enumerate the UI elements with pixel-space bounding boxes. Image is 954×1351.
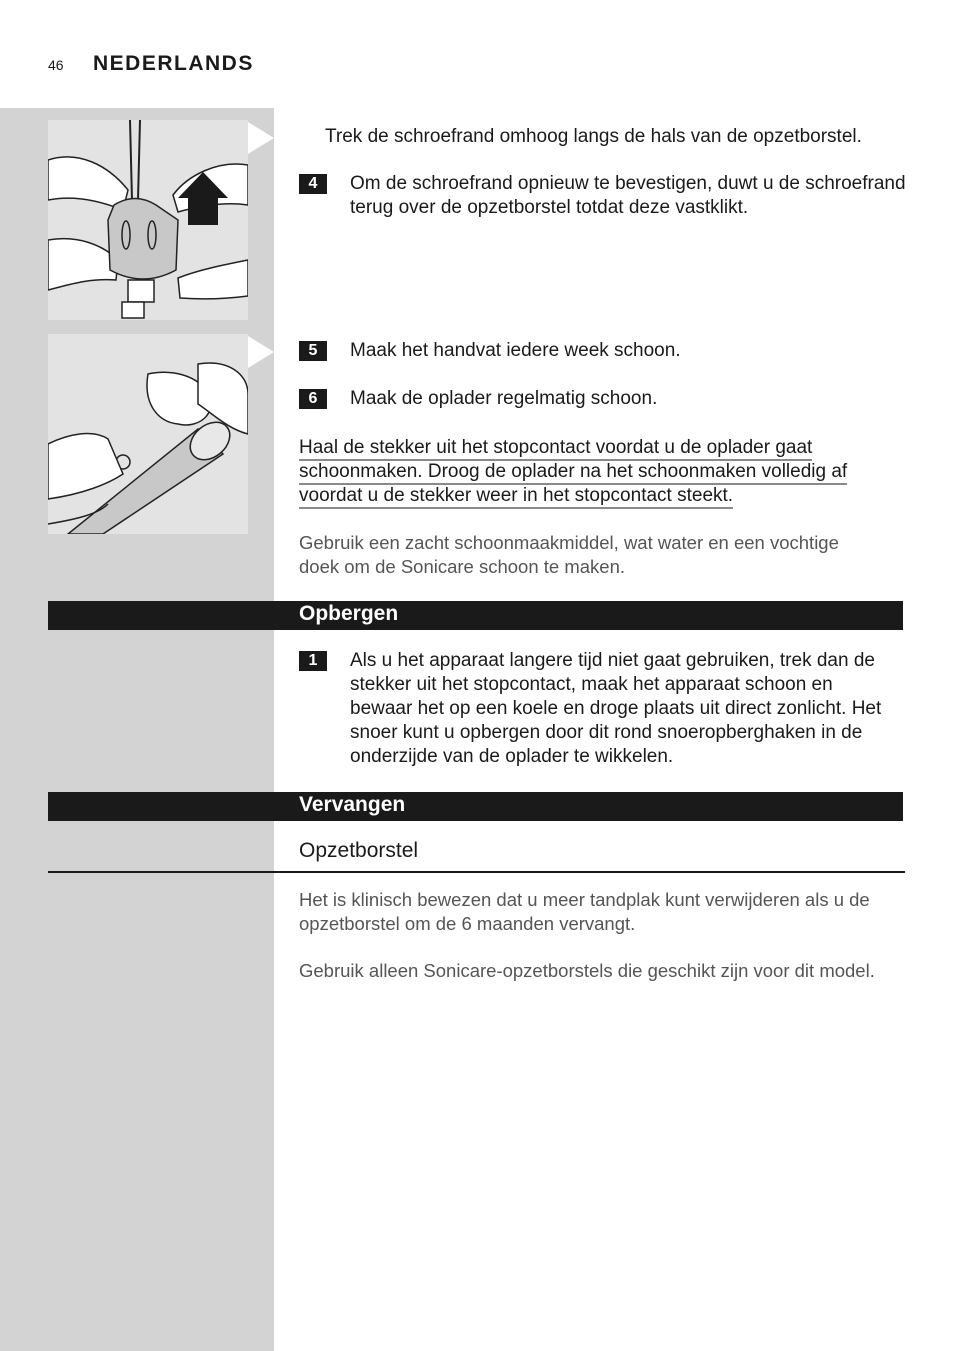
warning-block xyxy=(299,436,899,508)
step-number: 5 xyxy=(299,341,327,361)
illustration-pointer xyxy=(248,336,274,368)
section-title: Vervangen xyxy=(299,793,406,816)
replace-para-1: Het is klinisch bewezen dat u meer tandplak kunt verwijderen als u de opzetborstel om de 6 maanden vervangt. xyxy=(299,889,870,934)
step-number: 4 xyxy=(299,174,327,194)
warning-line: Haal de stekker uit het stopcontact voordat u de oplader gaat xyxy=(299,437,812,461)
warning-line: schoonmaken. Droog de oplader na het schoonmaken volledig af xyxy=(299,461,847,485)
intro-text: Trek de schroefrand omhoog langs de hals van de opzetborstel. xyxy=(325,126,862,147)
section-bar-replace xyxy=(48,792,903,821)
step-text: Als u het apparaat langere tijd niet gaat gebruiken, trek dan de stekker uit het stopcontact, maak het apparaat schoon en bewaar het op een koele en droge plaats uit direct zonlicht. Het snoer kunt u opbergen door dit rond snoeropberghaken in de onderzijde van de oplader te wikkelen. xyxy=(350,650,882,767)
warning-line: voordat u de stekker weer in het stopcontact steekt. xyxy=(299,485,733,509)
subsection-rule xyxy=(48,871,905,873)
illustration-pointer xyxy=(248,122,274,154)
step-text: Maak de oplader regelmatig schoon. xyxy=(350,388,658,409)
illustration-cleaning xyxy=(48,334,248,534)
illustration-screw-ring xyxy=(48,120,248,320)
language-heading: NEDERLANDS xyxy=(93,52,254,75)
step-number: 6 xyxy=(299,389,327,409)
cleaning-tip: Gebruik een zacht schoonmaakmiddel, wat water en een vochtige doek om de Sonicare schoon te maken. xyxy=(299,532,839,577)
step-text: Om de schroefrand opnieuw te bevestigen, duwt u de schroefrand terug over de opzetborstel totdat deze vastklikt. xyxy=(350,173,906,218)
screw-ring-drawing xyxy=(48,120,248,320)
replace-para-2: Gebruik alleen Sonicare-opzetborstels die geschikt zijn voor dit model. xyxy=(299,960,875,981)
section-title: Opbergen xyxy=(299,602,399,625)
step-text: Maak het handvat iedere week schoon. xyxy=(350,340,681,361)
cleaning-drawing xyxy=(48,334,248,534)
section-bar-storage xyxy=(48,601,903,630)
step-number: 1 xyxy=(299,651,327,671)
subsection-title: Opzetborstel xyxy=(299,839,419,862)
page-number: 46 xyxy=(48,57,64,73)
